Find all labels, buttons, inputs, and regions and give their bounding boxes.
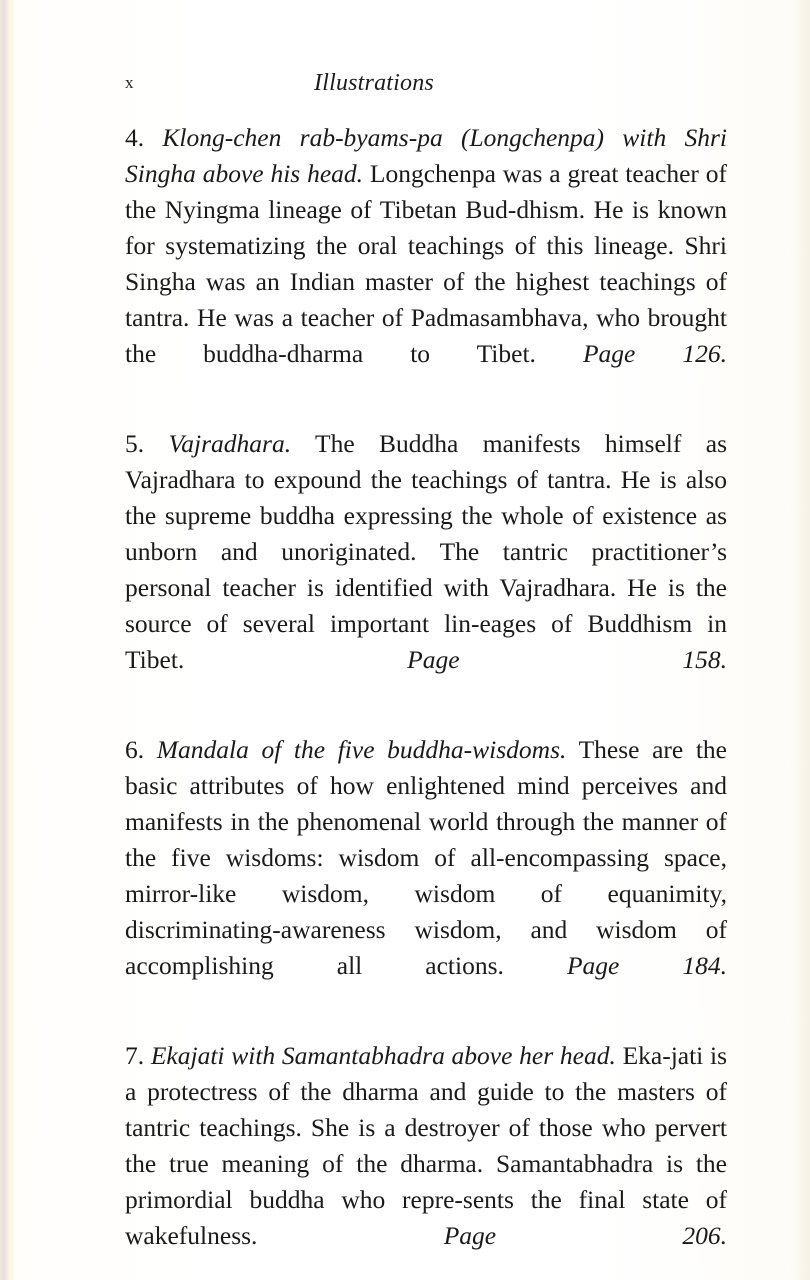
note-number: 7. — [125, 1041, 145, 1070]
running-head-title: Illustrations — [314, 70, 434, 96]
note-description: The Buddha manifests himself as Vajradhara to expound the teachings of tantra. He is also the supreme buddha expressing the whole of existence as unborn and unoriginated. The tantric practitioner’s personal teacher is identified with Vajradhara. He is the source of several important lin-eages of Buddhism in Tibet. — [125, 429, 727, 674]
illustration-notes-list — [125, 120, 727, 1280]
note-description: Eka-jati is a protectress of the dharma and guide to the masters of tantric teachings. She is a destroyer of those who pervert the true meaning of the dharma. Samantabhadra is the primordial buddha who repre-sents the final state of wakefulness. — [125, 1041, 728, 1250]
note-page-reference: Page 184. — [566, 951, 727, 980]
note-caption: Klong-chen rab-byams-pa (Longchenpa) with Shri Singha above his head. — [125, 123, 728, 188]
note-caption: Mandala of the five buddha-wisdoms. — [156, 735, 567, 764]
page-edge-right — [788, 0, 810, 1280]
note-description: These are the basic attributes of how enlightened mind perceives and manifests in the phenomenal world through the manner of the five wisdoms: wisdom of all-encompassing space, mirror-like wisdom, wisdom of equanimity, discriminating-awareness wisdom, and wisdom of accomplishing all actions. — [125, 735, 727, 980]
note-number: 6. — [125, 735, 145, 764]
note-description: Longchenpa was a great teacher of the Nyingma lineage of Tibetan Bud-dhism. He is known for systematizing the oral teachings of this lineage. Shri Singha was an Indian master of the highest teachings of tantra. He was a teacher of Padmasambhava, who brought the buddha-dharma to Tibet. — [125, 159, 728, 368]
text-block — [125, 0, 727, 1280]
running-head — [125, 68, 727, 98]
illustration-note — [125, 120, 727, 408]
note-caption: Ekajati with Samantabhadra above her head. — [150, 1041, 616, 1070]
illustration-note — [125, 426, 727, 714]
note-page-reference: Page 206. — [443, 1221, 727, 1250]
illustration-note — [125, 1038, 727, 1280]
note-caption: Vajradhara. — [168, 429, 292, 458]
note-number: 5. — [125, 429, 145, 458]
note-page-reference: Page 126. — [582, 339, 727, 368]
note-number: 4. — [125, 123, 145, 152]
binding-gutter-shadow — [0, 0, 9, 1280]
folio-page-number: x — [125, 73, 134, 92]
note-page-reference: Page 158. — [407, 645, 727, 674]
illustration-note — [125, 732, 727, 1020]
